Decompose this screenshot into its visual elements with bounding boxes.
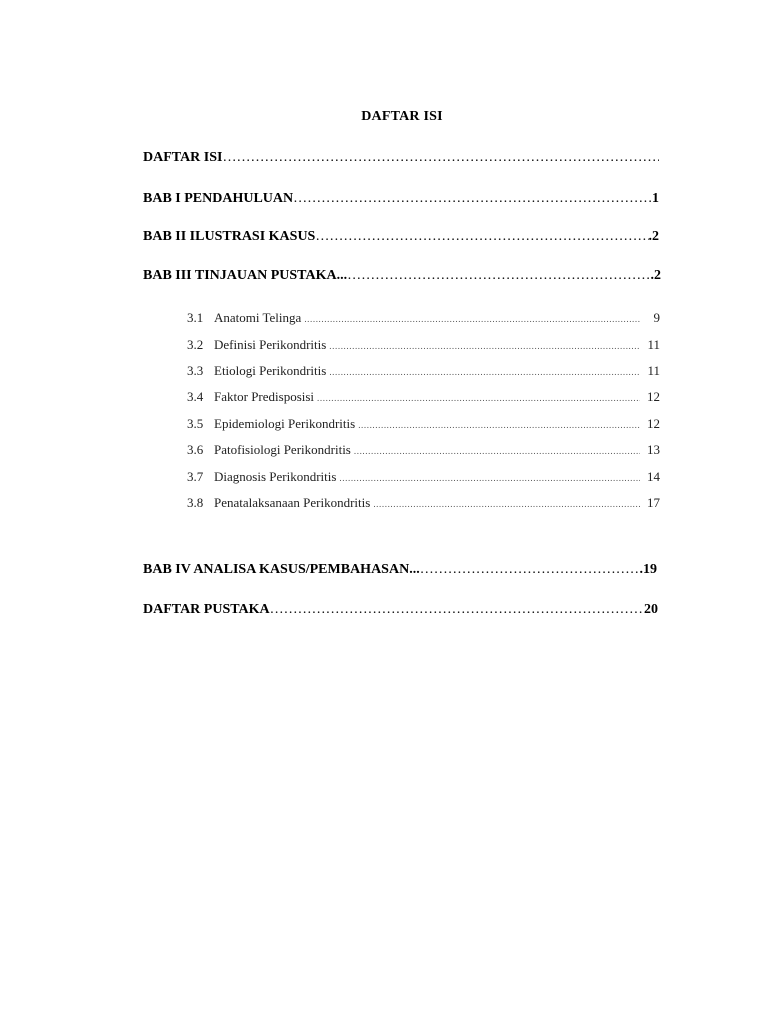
- toc-subentry-page: 11: [647, 363, 660, 378]
- toc-subentry-page: 13: [647, 442, 660, 457]
- toc-entry-page: .2: [648, 229, 659, 244]
- toc-subentry-label: Faktor Predisposisi: [214, 389, 315, 404]
- toc-leader-dots: [354, 446, 640, 456]
- toc-entry-page: 1: [652, 191, 659, 206]
- toc-subentry-label: Patofisiologi Perikondritis: [214, 442, 351, 457]
- toc-entry-label: DAFTAR ISI: [143, 150, 223, 165]
- toc-subentry-3-2[interactable]: [187, 337, 660, 353]
- toc-entry-page: .2: [650, 268, 661, 283]
- toc-subentry-3-3[interactable]: [187, 363, 660, 379]
- toc-subentry-number: 3.5: [187, 416, 204, 431]
- toc-subentry-number: 3.3: [187, 363, 204, 378]
- toc-subentry-number: 3.7: [187, 469, 204, 484]
- toc-leader-dots: [329, 341, 640, 351]
- toc-subentry-number: 3.4: [187, 389, 204, 404]
- toc-subentry-number: 3.6: [187, 442, 204, 457]
- toc-entry-page: 20: [644, 602, 658, 617]
- toc-subentry-3-7[interactable]: [187, 469, 660, 485]
- toc-leader-dots: [317, 393, 640, 403]
- toc-entry-bab-4[interactable]: [143, 562, 657, 578]
- toc-subentry-3-6[interactable]: [187, 442, 660, 458]
- toc-subentry-page: 14: [647, 469, 660, 484]
- toc-entry-label: BAB II ILUSTRASI KASUS: [143, 229, 316, 244]
- toc-leader-dots: [315, 229, 648, 245]
- toc-leader-dots: [293, 191, 652, 207]
- toc-subentry-3-1[interactable]: [187, 310, 660, 326]
- toc-entry-label: BAB I PENDAHULUAN: [143, 191, 294, 206]
- toc-leader-dots: [373, 499, 640, 509]
- toc-subentry-number: 3.8: [187, 495, 204, 510]
- toc-subentry-page: 12: [647, 389, 660, 404]
- toc-subentry-label: Etiologi Perikondritis: [214, 363, 327, 378]
- toc-subentry-number: 3.2: [187, 337, 204, 352]
- toc-subentry-3-8[interactable]: [187, 495, 660, 511]
- toc-subentry-label: Penatalaksanaan Perikondritis: [214, 495, 371, 510]
- toc-subentry-label: Anatomi Telinga: [214, 310, 302, 325]
- toc-subentry-label: Definisi Perikondritis: [214, 337, 327, 352]
- toc-subentry-3-5[interactable]: [187, 416, 660, 432]
- toc-entry-label: DAFTAR PUSTAKA: [143, 602, 270, 617]
- toc-leader-dots: [270, 602, 644, 618]
- toc-entry-bab-2[interactable]: [143, 229, 659, 245]
- toc-subentry-label: Epidemiologi Perikondritis: [214, 416, 356, 431]
- toc-leader-dots: [304, 314, 640, 324]
- toc-entry-bab-3[interactable]: [143, 268, 661, 284]
- toc-subentry-label: Diagnosis Perikondritis: [214, 469, 337, 484]
- toc-subentry-3-4[interactable]: [187, 389, 660, 405]
- toc-leader-dots: [222, 150, 659, 166]
- toc-entry-page: .19: [639, 562, 657, 577]
- toc-subentry-page: 11: [647, 337, 660, 352]
- toc-entry-daftar-pustaka[interactable]: [143, 602, 658, 618]
- toc-leader-dots: [420, 562, 640, 578]
- toc-subentry-number: 3.1: [187, 310, 204, 325]
- toc-subentry-page: 9: [653, 310, 660, 325]
- toc-subentry-page: 12: [647, 416, 660, 431]
- toc-leader-dots: [329, 367, 640, 377]
- toc-leader-dots: [358, 420, 640, 430]
- toc-entry-bab-1[interactable]: [143, 191, 659, 207]
- page-title: DAFTAR ISI: [361, 109, 443, 124]
- toc-leader-dots: [339, 473, 640, 483]
- toc-entry-daftar-isi[interactable]: [143, 150, 659, 166]
- toc-leader-dots: [347, 268, 650, 284]
- toc-subentry-page: 17: [647, 495, 660, 510]
- toc-entry-label: BAB IV ANALISA KASUS/PEMBAHASAN...: [143, 562, 420, 577]
- toc-entry-label: BAB III TINJAUAN PUSTAKA...: [143, 268, 348, 283]
